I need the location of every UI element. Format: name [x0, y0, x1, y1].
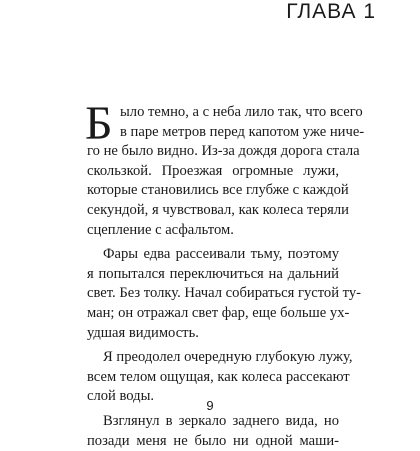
page-number: 9 [0, 398, 420, 413]
text-line: Фары едва рассеивали тьму, поэтому [87, 245, 339, 265]
text-line: скользкой. Проезжая огромные лужи, [87, 162, 339, 182]
text-line: свет. Без толку. Начал собираться густой ту- [87, 284, 339, 304]
text-line: всем телом ощущая, как колеса рассекают [87, 368, 339, 388]
text-line: Взглянул в зеркало заднего вида, но [87, 412, 339, 432]
text-line: позади меня не было ни одной маши- [87, 432, 339, 451]
text-line: в паре метров перед капотом уже ниче- [87, 123, 339, 143]
text-line: го не было видно. Из-за дождя дорога стала [87, 142, 339, 162]
text-line: удшая видимость. [87, 324, 339, 344]
text-line: ыло темно, а с неба лило так, что всего [87, 103, 339, 123]
paragraph-4 [87, 412, 339, 451]
text-line: секундой, я чувствовал, как колеса теряли [87, 201, 339, 221]
text-line: я попытался переключиться на дальний [87, 265, 339, 285]
text-line: Я преодолел очередную глубокую лужу, [87, 348, 339, 368]
text-line: слой воды. [87, 387, 339, 407]
text-line: сцепление с асфальтом. [87, 221, 339, 241]
paragraph-1 [87, 103, 339, 240]
text-line: которые становились все глубже с каждой [87, 181, 339, 201]
paragraph-2 [87, 245, 339, 343]
chapter-title: ГЛАВА 1 [286, 0, 376, 24]
drop-cap-letter: Б [85, 104, 113, 144]
text-line: ман; он отражал свет фар, еще больше ух- [87, 304, 339, 324]
